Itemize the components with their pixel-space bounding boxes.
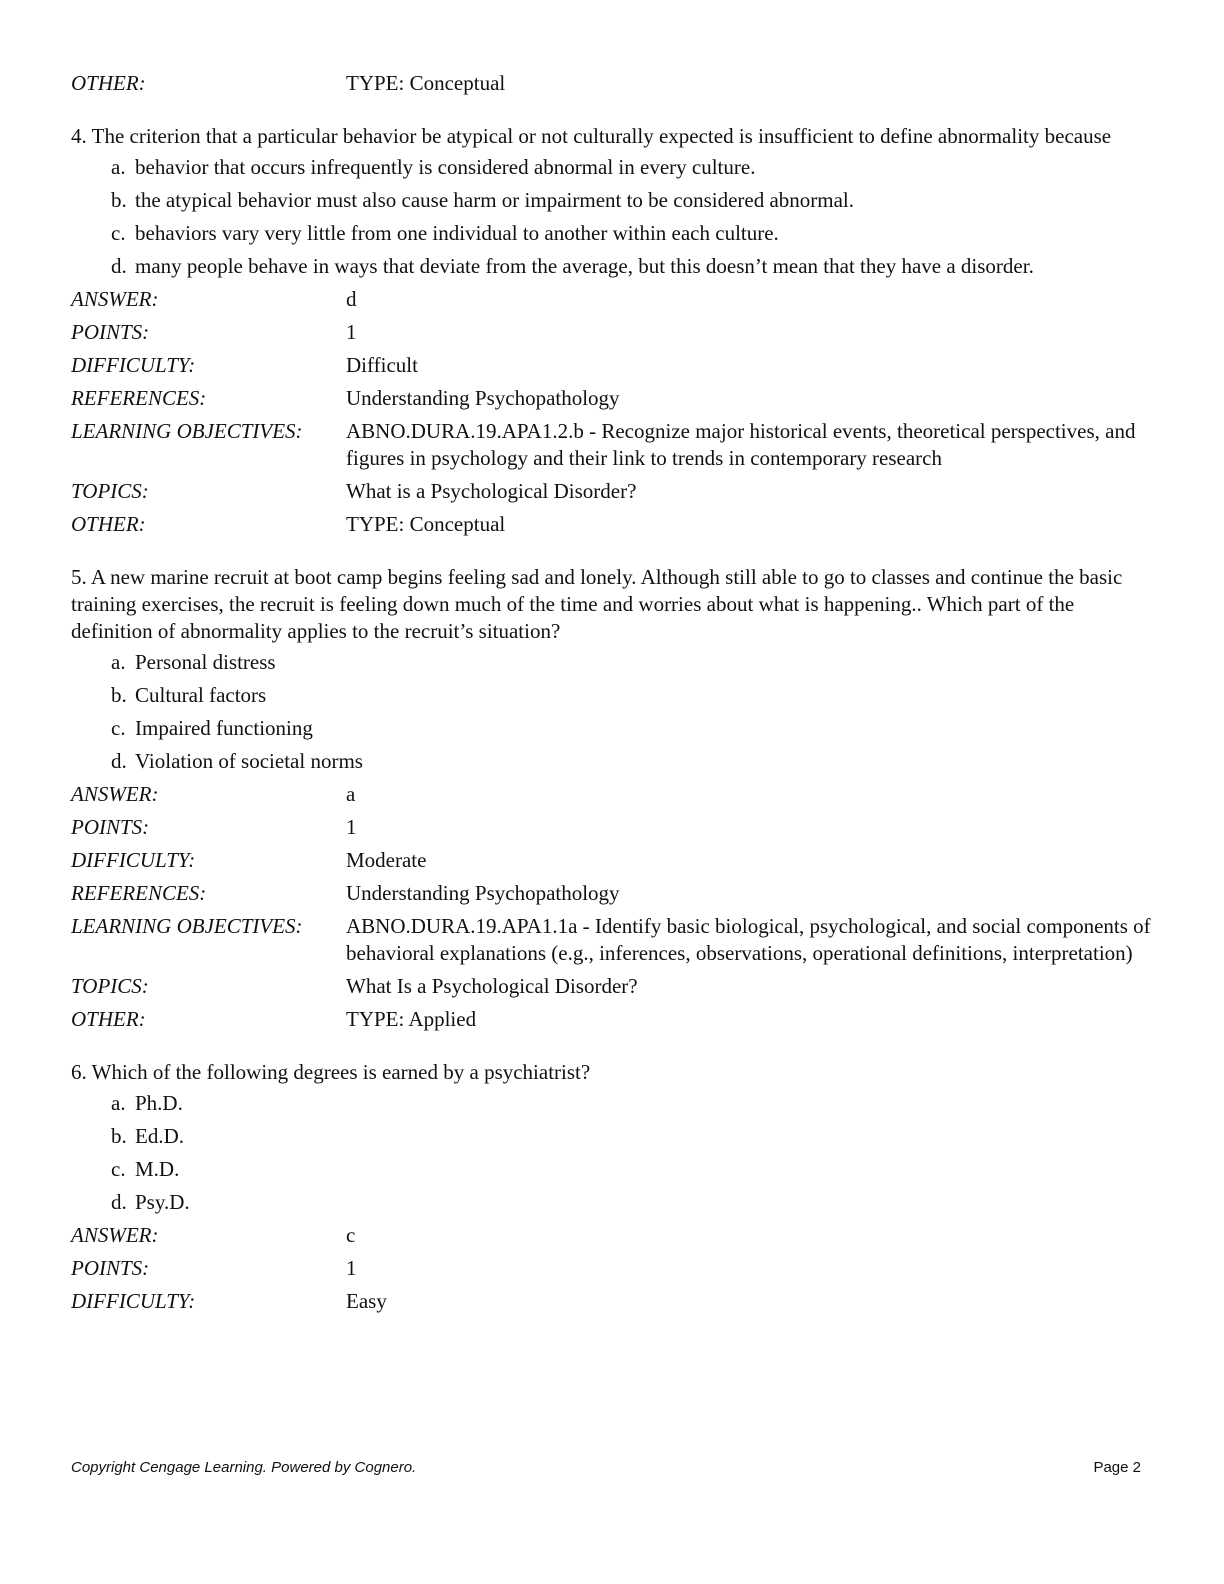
meta-row-points <box>71 1255 1156 1282</box>
question-stem: 4. The criterion that a particular behavior be atypical or not culturally expected is insufficient to define abnormality because <box>71 124 1112 148</box>
meta-key: LEARNING OBJECTIVES: <box>71 914 303 938</box>
meta-value: What is a Psychological Disorder? <box>346 479 637 503</box>
meta-row-topics <box>71 478 1156 505</box>
option-c <box>71 1156 1156 1183</box>
option-c <box>71 220 1156 247</box>
answer-options <box>71 649 1156 775</box>
question-6 <box>71 1059 1156 1315</box>
question-meta <box>71 1222 1156 1315</box>
meta-row-difficulty <box>71 847 1156 874</box>
meta-value: What Is a Psychological Disorder? <box>346 974 638 998</box>
meta-value: Difficult <box>346 353 418 377</box>
option-text: Impaired functioning <box>135 716 313 740</box>
meta-value: 1 <box>346 320 357 344</box>
option-text: Violation of societal norms <box>135 749 363 773</box>
meta-key: POINTS: <box>71 815 150 839</box>
meta-key: DIFFICULTY: <box>71 848 196 872</box>
meta-row-other <box>71 70 1156 97</box>
option-d <box>71 1189 1156 1216</box>
answer-options <box>71 154 1156 280</box>
meta-value: a <box>346 782 356 806</box>
option-letter: c. <box>111 221 126 245</box>
option-letter: a. <box>111 650 126 674</box>
meta-value: 1 <box>346 815 357 839</box>
option-a <box>71 1090 1156 1117</box>
meta-row-learning-objectives <box>71 913 1156 967</box>
question-4 <box>71 123 1156 538</box>
option-letter: b. <box>111 1124 127 1148</box>
meta-row-points <box>71 319 1156 346</box>
meta-key: OTHER: <box>71 1007 146 1031</box>
meta-key: REFERENCES: <box>71 386 207 410</box>
option-d <box>71 253 1156 280</box>
option-c <box>71 715 1156 742</box>
meta-key: TOPICS: <box>71 479 149 503</box>
option-letter: c. <box>111 1157 126 1181</box>
document-page <box>71 70 1156 1321</box>
question-stem: 5. A new marine recruit at boot camp begins feeling sad and lonely. Although still able to go to classes and continue the basic training exercises, the recruit is feeling down much of the time and worries about what is happening.. Which part of the definition of abnormality applies to the recruit’s situation? <box>71 565 1123 643</box>
option-b <box>71 187 1156 214</box>
option-letter: a. <box>111 1091 126 1115</box>
meta-row-topics <box>71 973 1156 1000</box>
meta-row-difficulty <box>71 1288 1156 1315</box>
option-text: Psy.D. <box>135 1190 190 1214</box>
meta-key: OTHER: <box>71 71 146 95</box>
meta-key: OTHER: <box>71 512 146 536</box>
meta-value: 1 <box>346 1256 357 1280</box>
meta-value: TYPE: Conceptual <box>346 512 506 536</box>
meta-value: Understanding Psychopathology <box>346 386 620 410</box>
meta-key: ANSWER: <box>71 287 159 311</box>
meta-row-references <box>71 880 1156 907</box>
option-text: the atypical behavior must also cause harm or impairment to be considered abnormal. <box>135 188 855 212</box>
option-b <box>71 682 1156 709</box>
meta-key: TOPICS: <box>71 974 149 998</box>
page-footer <box>71 1459 1141 1476</box>
option-text: behavior that occurs infrequently is considered abnormal in every culture. <box>135 155 756 179</box>
meta-row-points <box>71 814 1156 841</box>
meta-value: c <box>346 1223 356 1247</box>
meta-value: ABNO.DURA.19.APA1.1a - Identify basic biological, psychological, and social components of behavioral explanations (e.g., inferences, observations, operational definitions, interpretation) <box>346 914 1151 965</box>
option-letter: a. <box>111 155 126 179</box>
meta-key: POINTS: <box>71 320 150 344</box>
meta-value: TYPE: Applied <box>346 1007 477 1031</box>
copyright-text: Copyright Cengage Learning. Powered by Cognero. <box>71 1459 417 1476</box>
meta-value: d <box>346 287 357 311</box>
option-letter: b. <box>111 188 127 212</box>
meta-row-learning-objectives <box>71 418 1156 472</box>
meta-value: ABNO.DURA.19.APA1.2.b - Recognize major historical events, theoretical perspectives, and figures in psychology and their link to trends in contemporary research <box>346 419 1136 470</box>
meta-row-references <box>71 385 1156 412</box>
option-a <box>71 649 1156 676</box>
meta-key: REFERENCES: <box>71 881 207 905</box>
meta-row-answer <box>71 286 1156 313</box>
meta-value: Moderate <box>346 848 427 872</box>
option-text: behaviors vary very little from one individual to another within each culture. <box>135 221 779 245</box>
meta-value: TYPE: Conceptual <box>346 71 506 95</box>
meta-key: ANSWER: <box>71 782 159 806</box>
meta-row-answer <box>71 1222 1156 1249</box>
meta-key: DIFFICULTY: <box>71 1289 196 1313</box>
question-stem: 6. Which of the following degrees is earned by a psychiatrist? <box>71 1060 591 1084</box>
meta-key: ANSWER: <box>71 1223 159 1247</box>
option-text: Personal distress <box>135 650 276 674</box>
option-letter: b. <box>111 683 127 707</box>
option-letter: c. <box>111 716 126 740</box>
option-text: Cultural factors <box>135 683 267 707</box>
option-text: Ed.D. <box>135 1124 184 1148</box>
meta-value: Easy <box>346 1289 387 1313</box>
meta-row-other <box>71 511 1156 538</box>
option-a <box>71 154 1156 181</box>
meta-key: DIFFICULTY: <box>71 353 196 377</box>
question-meta <box>71 781 1156 1033</box>
leading-meta <box>71 70 1156 97</box>
meta-value: Understanding Psychopathology <box>346 881 620 905</box>
option-d <box>71 748 1156 775</box>
option-text: M.D. <box>135 1157 180 1181</box>
option-text: many people behave in ways that deviate from the average, but this doesn’t mean that they have a disorder. <box>135 254 1034 278</box>
option-b <box>71 1123 1156 1150</box>
meta-row-other <box>71 1006 1156 1033</box>
answer-options <box>71 1090 1156 1216</box>
meta-key: POINTS: <box>71 1256 150 1280</box>
option-text: Ph.D. <box>135 1091 183 1115</box>
question-5 <box>71 564 1156 1033</box>
option-letter: d. <box>111 1190 127 1214</box>
option-letter: d. <box>111 254 127 278</box>
page-number: Page 2 <box>1093 1459 1141 1476</box>
question-meta <box>71 286 1156 538</box>
option-letter: d. <box>111 749 127 773</box>
meta-row-difficulty <box>71 352 1156 379</box>
meta-row-answer <box>71 781 1156 808</box>
meta-key: LEARNING OBJECTIVES: <box>71 419 303 443</box>
